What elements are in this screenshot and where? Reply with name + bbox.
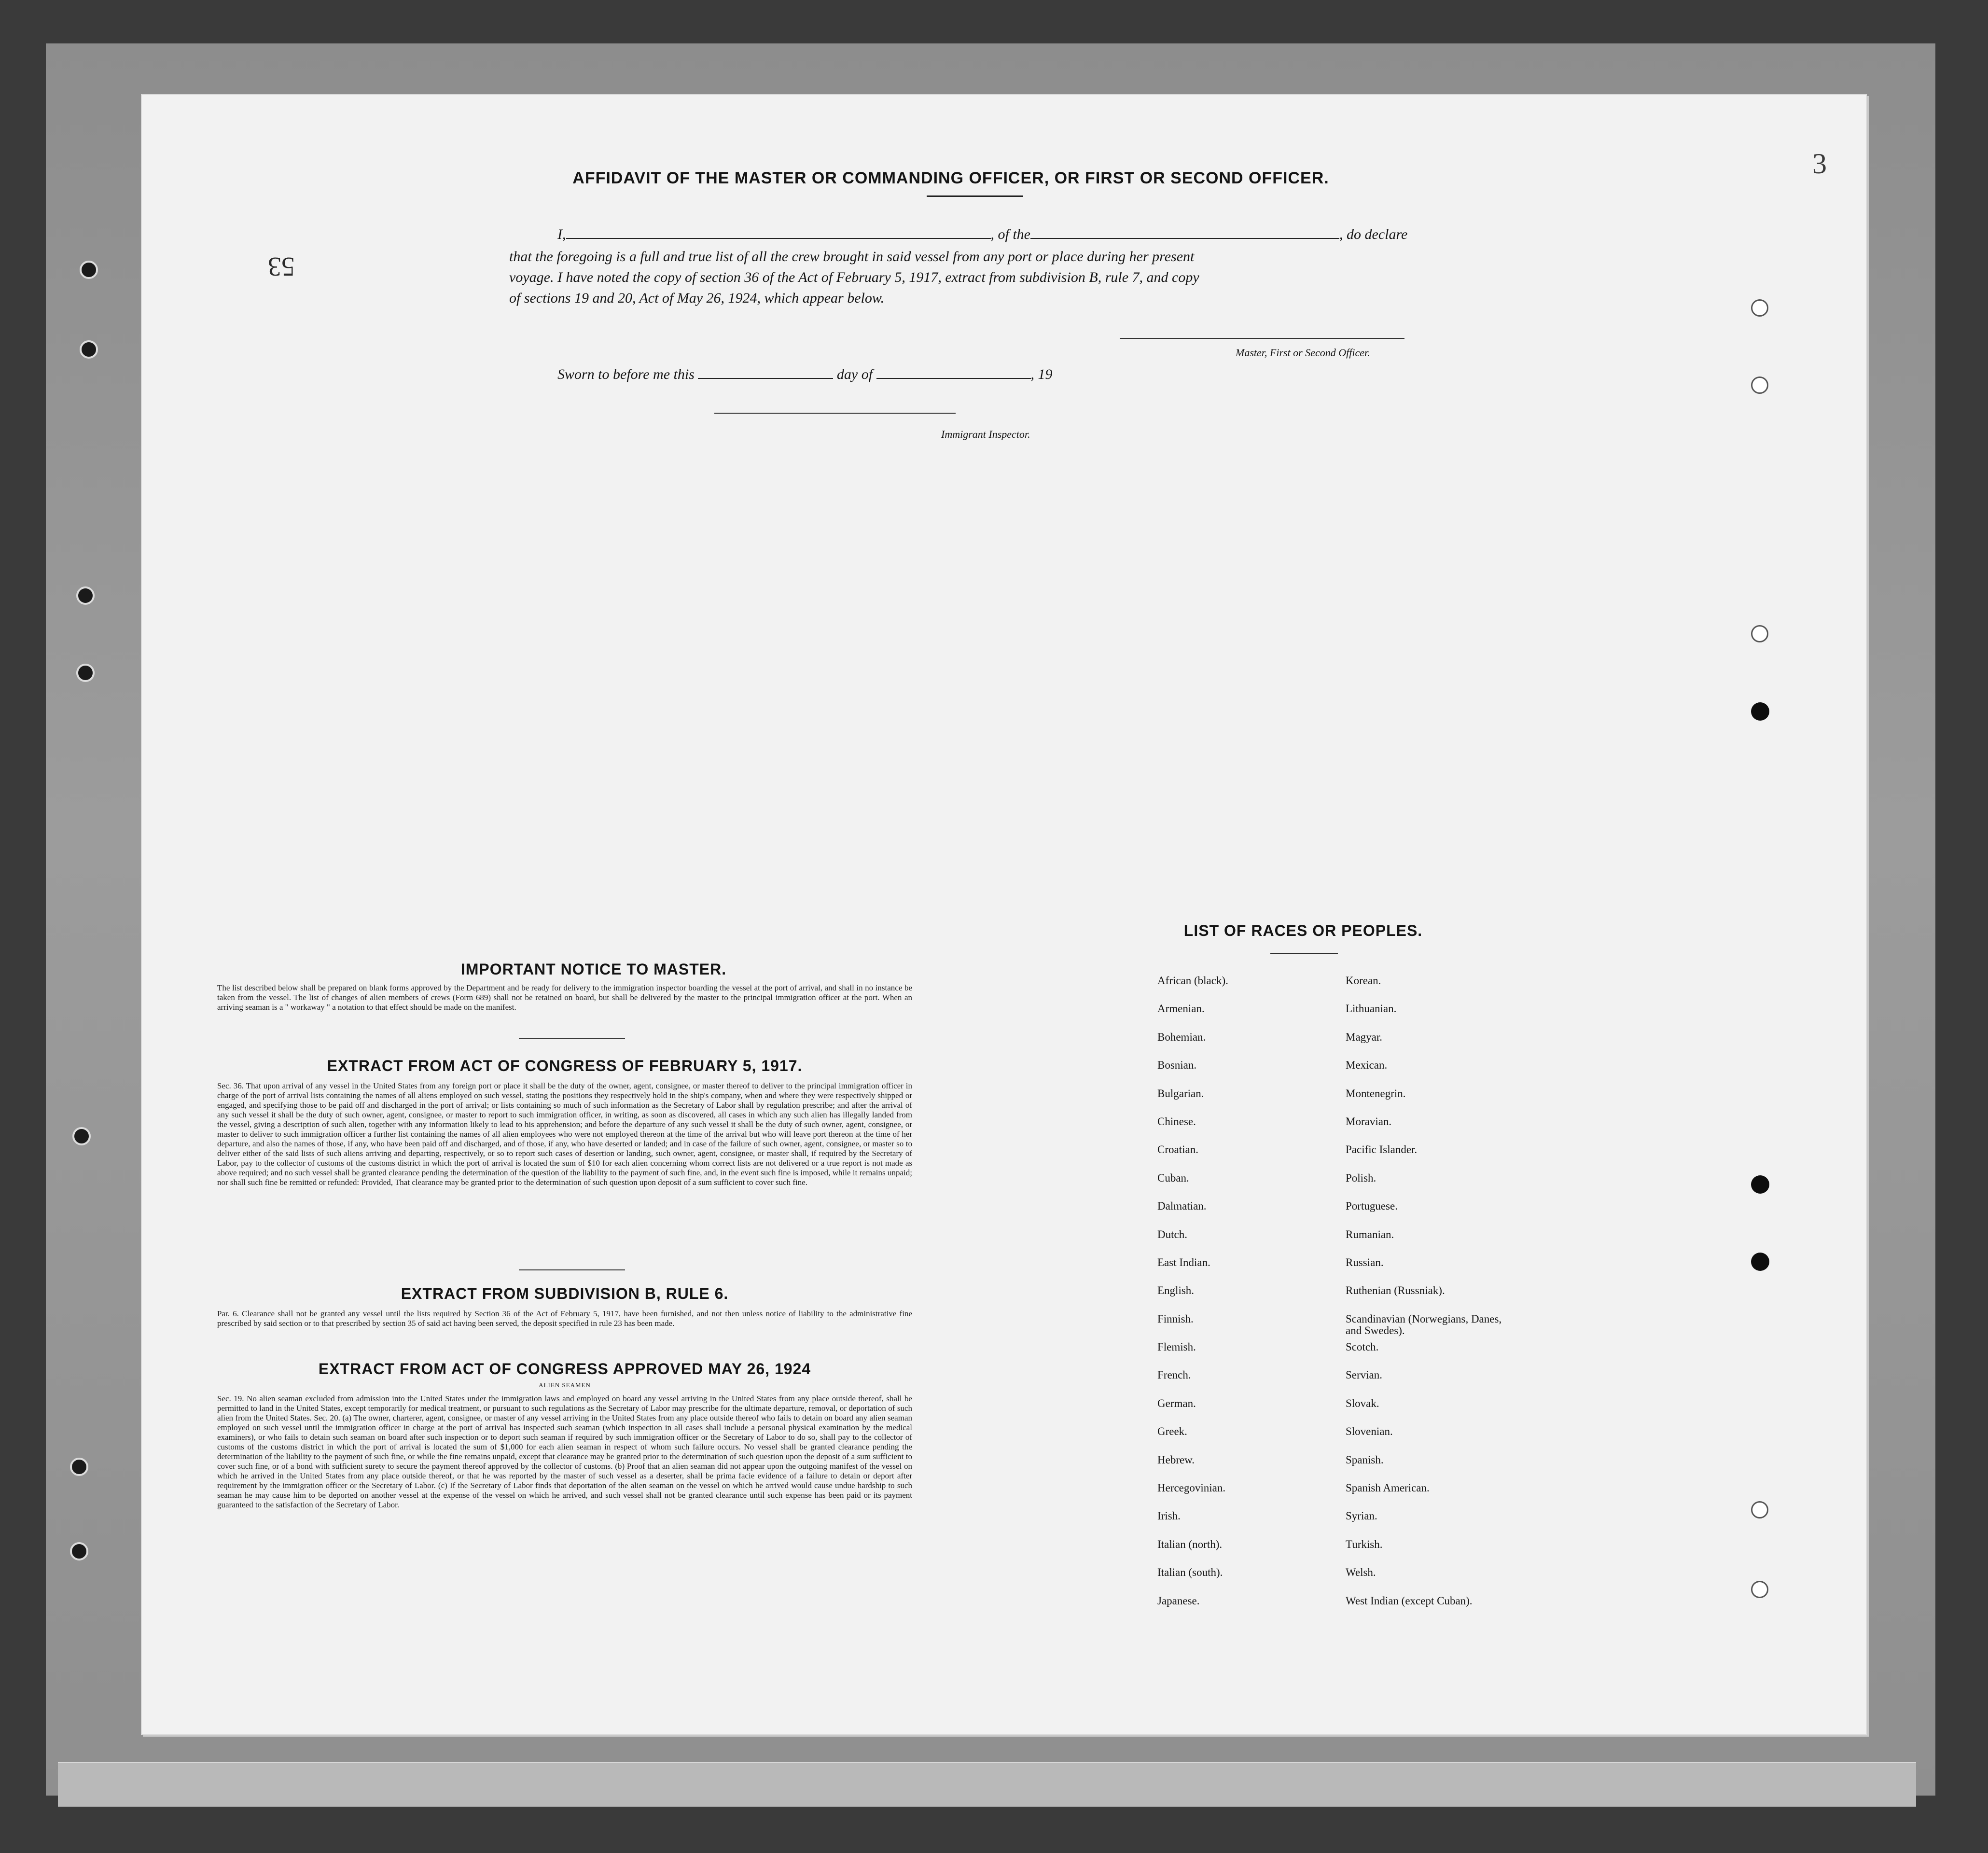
corner-note: 3: [1812, 148, 1827, 180]
races-column-left: [1157, 975, 1228, 1623]
declare-label: , do declare: [1339, 226, 1408, 242]
race-item: Chinese.: [1157, 1115, 1196, 1128]
race-item: Montenegrin.: [1346, 1087, 1406, 1100]
race-item: Bulgarian.: [1157, 1087, 1204, 1100]
vessel-name-blank[interactable]: [1030, 224, 1339, 239]
race-item: Magyar.: [1346, 1031, 1383, 1043]
binder-hole: [1751, 376, 1768, 394]
race-item: Finnish.: [1157, 1312, 1194, 1325]
binder-hole: [1751, 1501, 1768, 1519]
race-item: Scandinavian (Norwegians, Danes, and Swedes).: [1346, 1312, 1502, 1337]
section-divider: [519, 1038, 625, 1039]
race-item: Scotch.: [1346, 1341, 1379, 1353]
extract-1917-text: Sec. 36. That upon arrival of any vessel in the United States from any foreign port or place it shall be the duty of the owner, agent, consignee, or master thereof to deliver to the principal immigration officer in charge of the port of arrival lists containing the names of all aliens employed on such vessel, stating the positions they respectively hold in the ship's company, when and where they were respectively shipped or engaged, and specifying those to be paid off and discharged in the port of arrival; or lists containing so much of such information as the Secretary of Labor shall by regulation prescribe; and after the arrival of any such vessel it shall be the duty of such owner, agent, consignee, or master to report to such immigration officer, in writing, as soon as discovered, all cases in which any such alien has illegally landed from the vessel, giving a description of such alien, together with any information likely to lead to his apprehension; and before the departure of any such vessel it shall be the duty of such owner, agent, consignee, or master to deliver to such immigration officer a further list containing the names of all alien employees who were not employed thereon at the time of the arrival but who will leave port thereon at the time of her departure, and also the names of those, if any, who have been paid off and discharged, and of those, if any, who have deserted or landed; and in case of the failure of such owner, agent, consignee, or master so to deliver either of the said lists of such aliens arriving and departing, respectively, or so to report such cases of desertion or landing, such owner, agent, consignee, or master shall, if required by the Secretary of Labor, pay to the collector of customs of the customs district in which the port of arrival is located the sum of $10 for each alien concerning whom correct lists are not delivered or a true report is not made as above required; and no such vessel shall be granted clearance pending the determination of the question of the liability to the payment of such fine, and, in the event such fine is imposed, while it remains unpaid; nor shall such fine be remitted or refunded: Provided, That clearance may be granted prior to the determination of such question upon deposit of a sum sufficient to cover such fine.: [217, 1081, 912, 1187]
binder-hole: [76, 586, 95, 605]
sworn-day-blank[interactable]: [698, 364, 833, 379]
race-item: Hercegovinian.: [1157, 1482, 1226, 1494]
binder-hole: [1751, 1253, 1769, 1271]
race-item: Polish.: [1346, 1171, 1376, 1184]
race-item: Ruthenian (Russniak).: [1346, 1284, 1445, 1297]
races-title-rule: [1270, 953, 1338, 954]
sworn-day-of: day of: [836, 366, 873, 382]
race-item: German.: [1157, 1397, 1196, 1409]
races-title: LIST OF RACES OR PEOPLES.: [1183, 922, 1423, 939]
race-item: Syrian.: [1346, 1510, 1377, 1522]
race-item: Dutch.: [1157, 1228, 1187, 1240]
race-item: Flemish.: [1157, 1341, 1196, 1353]
declarant-prefix: I,: [557, 226, 566, 242]
binder-hole: [1751, 625, 1768, 642]
binder-hole: [1751, 1581, 1768, 1598]
race-item: Hebrew.: [1157, 1453, 1195, 1466]
race-item: Cuban.: [1157, 1171, 1189, 1184]
race-item: Korean.: [1346, 975, 1381, 987]
race-item: Bohemian.: [1157, 1031, 1206, 1043]
binder-hole: [70, 1458, 88, 1476]
race-item: Dalmatian.: [1157, 1200, 1207, 1212]
extract-rule6-text: Par. 6. Clearance shall not be granted any vessel until the lists required by Section 36 of the Act of February 5, 1917, have been furnished, and not then unless notice of liability to the administrative fine prescribed by said section or to that prescribed by section 35 of said act having been served, the deposit specified in rule 23 has been made.: [217, 1309, 912, 1328]
race-item: Lithuanian.: [1346, 1003, 1397, 1015]
race-item: Bosnian.: [1157, 1059, 1197, 1072]
race-item: West Indian (except Cuban).: [1346, 1594, 1473, 1607]
race-item: French.: [1157, 1369, 1191, 1381]
race-item: Greek.: [1157, 1425, 1187, 1438]
master-signature-label: Master, First or Second Officer.: [1236, 347, 1370, 359]
extract-1924-subtitle: ALIEN SEAMEN: [539, 1381, 591, 1389]
race-item: Rumanian.: [1346, 1228, 1394, 1240]
race-item: Moravian.: [1346, 1115, 1392, 1128]
affidavit-title: AFFIDAVIT OF THE MASTER OR COMMANDING OFFICER, OR FIRST OR SECOND OFFICER.: [572, 169, 1329, 187]
race-item: East Indian.: [1157, 1256, 1210, 1268]
declarant-name-blank[interactable]: [566, 224, 991, 239]
binder-hole: [80, 261, 98, 279]
race-item: Japanese.: [1157, 1594, 1200, 1607]
race-item: Portuguese.: [1346, 1200, 1398, 1212]
title-rule: [927, 195, 1023, 197]
inspector-signature-label: Immigrant Inspector.: [941, 428, 1030, 440]
binder-hole: [76, 664, 95, 682]
race-item: Russian.: [1346, 1256, 1384, 1268]
race-item: Spanish American.: [1346, 1482, 1430, 1494]
affidavit-line-4: of sections 19 and 20, Act of May 26, 1924, which appear below.: [509, 290, 885, 306]
race-item: Italian (south).: [1157, 1566, 1223, 1579]
sworn-year: , 19: [1030, 366, 1053, 382]
race-item: Turkish.: [1346, 1538, 1383, 1550]
race-item: Mexican.: [1346, 1059, 1388, 1072]
extract-1924-title: EXTRACT FROM ACT OF CONGRESS APPROVED MAY 26, 1924: [318, 1360, 811, 1378]
sworn-prefix: Sworn to before me this: [557, 366, 695, 382]
race-item: Italian (north).: [1157, 1538, 1223, 1550]
race-item: Servian.: [1346, 1369, 1383, 1381]
extract-rule6-title: EXTRACT FROM SUBDIVISION B, RULE 6.: [401, 1285, 729, 1302]
race-item: Armenian.: [1157, 1003, 1205, 1015]
page-stack-edge: [58, 1762, 1916, 1807]
section-divider: [519, 1269, 625, 1270]
race-item: Irish.: [1157, 1510, 1181, 1522]
sworn-month-blank[interactable]: [876, 364, 1031, 379]
binder-hole: [1751, 702, 1769, 721]
notice-title: IMPORTANT NOTICE TO MASTER.: [460, 961, 727, 978]
extract-1924-text: Sec. 19. No alien seaman excluded from admission into the United States under the immigration laws and employed on board any vessel arriving in the United States from any place outside thereof, shall be permitted to land in the United States, except temporarily for medical treatment, or pursuant to such regulations as the Secretary of Labor may prescribe for the ultimate departure, removal, or deportation of such alien from the United States. Sec. 20. (a) The owner, charterer, agent, consignee, or master of any vessel arriving in the United States from any place outside thereof who fails to detain on board any alien seaman employed on such vessel until the immigration officer in charge at the port of arrival has inspected such seaman (which inspection in all cases shall include a personal physical examination by the medical examiners), or who fails to detain such seaman on board after such inspection or to deport such seaman if required by such immigration officer or the Secretary of Labor to do so, shall pay to the collector of customs of the customs district in which the port of arrival is located the sum of $1,000 for each alien seaman in respect of whom such failure occurs. No vessel shall be granted clearance pending the determination of the liability to the payment of such fine, or while the fine remains unpaid, except that clearance may be granted prior to the determination of such question upon the deposit of a sum sufficient to cover such fine, or of a bond with sufficient surety to secure the payment thereof approved by the collector of customs. (b) Proof that an alien seaman did not appear upon the outgoing manifest of the vessel on which he arrived in the United States from any place outside thereof, or that he was reported by the master of such vessel as a deserter, shall be prima facie evidence of a failure to detain or deport after requirement by the immigration officer or the Secretary of Labor. (c) If the Secretary of Labor finds that deportation of the alien seaman on the vessel on which he arrived would cause undue hardship to such seaman he may cause him to be deported on another vessel at the expense of the vessel on which he arrived, and such vessel shall not be granted clearance until such expense has been paid or its payment guaranteed to the satisfaction of the Secretary of Labor.: [217, 1394, 912, 1509]
race-item: African (black).: [1157, 975, 1228, 987]
affidavit-line-2: that the foregoing is a full and true list of all the crew brought in said vessel from any port or place during her present: [509, 249, 1195, 265]
races-column-right: [1346, 975, 1519, 1623]
race-item: English.: [1157, 1284, 1195, 1297]
binder-hole: [80, 340, 98, 359]
race-item: Welsh.: [1346, 1566, 1376, 1579]
notice-text: The list described below shall be prepared on blank forms approved by the Department and be ready for delivery to the immigration inspector boarding the vessel at the port of arrival, and shall in no instance be taken from the vessel. The list of changes of alien members of crews (Form 689) shall not be retained on board, but shall be delivered by the master to the principal immigration officer at the port. When an arriving seaman is a " workaway " a notation to that effect should be made on the manifest.: [217, 983, 912, 1012]
race-item: Spanish.: [1346, 1453, 1384, 1466]
binder-hole: [72, 1127, 91, 1145]
race-item: Slovenian.: [1346, 1425, 1393, 1438]
binder-hole: [70, 1542, 88, 1560]
inspector-signature-line[interactable]: [714, 413, 956, 414]
affidavit-line-3: voyage. I have noted the copy of section 36 of the Act of February 5, 1917, extract from subdivision B, rule 7, and copy: [509, 269, 1199, 285]
sworn-line: [557, 364, 1053, 383]
of-the-label: , of the: [990, 226, 1030, 242]
affidavit-line-1: [557, 224, 1407, 243]
race-item: Croatian.: [1157, 1143, 1198, 1156]
race-item: Pacific Islander.: [1346, 1143, 1418, 1156]
extract-1917-title: EXTRACT FROM ACT OF CONGRESS OF FEBRUARY 5, 1917.: [327, 1057, 803, 1074]
race-item: Slovak.: [1346, 1397, 1379, 1409]
margin-note: 53: [268, 251, 295, 281]
binder-hole: [1751, 299, 1768, 317]
master-signature-line[interactable]: [1120, 338, 1404, 339]
binder-hole: [1751, 1175, 1769, 1194]
